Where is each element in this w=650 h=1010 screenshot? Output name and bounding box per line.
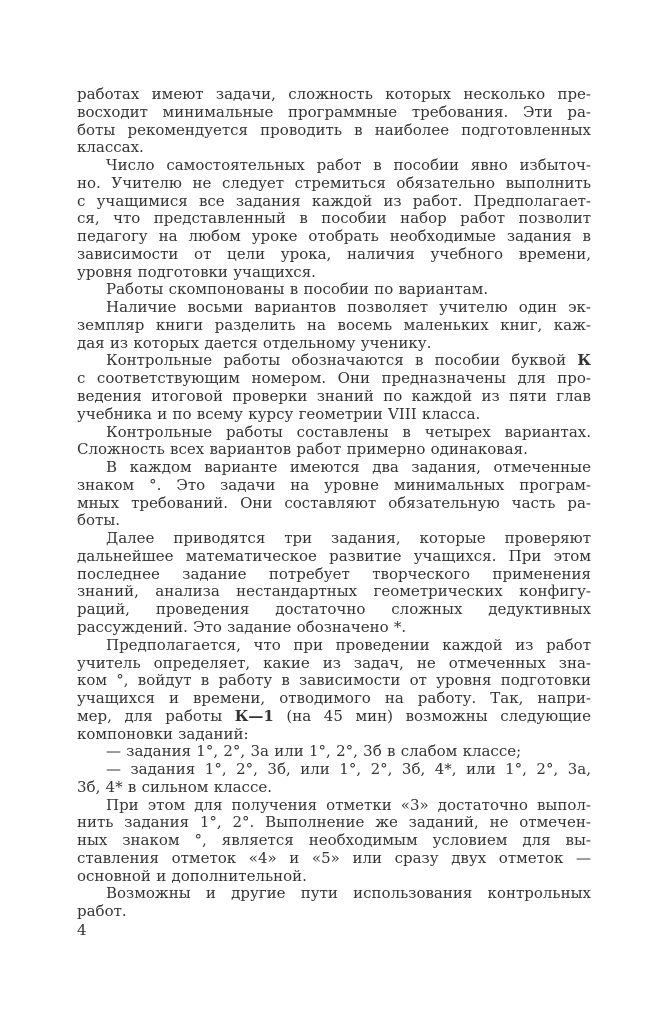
text-line: Далее приводятся три задания, которые проверяют — [106, 530, 591, 548]
text-line: Число самостоятельных работ в пособии явно избыточ- — [106, 157, 591, 175]
text-line: — задания 1°, 2°, 3а или 1°, 2°, 3б в слабом классе; — [106, 743, 522, 761]
text-line: Контрольные работы обозначаются в пособии буквой К — [106, 352, 591, 370]
text-line: знаний, анализа нестандартных геометрических конфигу- — [77, 583, 591, 601]
text-line: Контрольные работы составлены в четырех вариантах. — [106, 423, 591, 441]
text-line: рассуждений. Это задание обозначено *. — [77, 618, 407, 636]
text-line: ком °, войдут в работу в зависимости от уровня подготовки — [77, 672, 591, 690]
text-line: педагогу на любом уроке отобрать необходимые задания в — [77, 228, 591, 246]
text-line: знаком °. Это задачи на уровне минимальных програм- — [77, 476, 591, 494]
text-line: мных требований. Они составляют обязательную часть ра- — [77, 494, 591, 512]
text-line: восходит минимальные программные требования. Эти ра- — [77, 103, 591, 121]
text-line: Предполагается, что при проведении каждой из работ — [106, 636, 591, 654]
text-line: раций, проведения достаточно сложных дедуктивных — [77, 601, 591, 619]
text-line: В каждом варианте имеются два задания, отмеченные — [106, 459, 591, 477]
text-line: учебника и по всему курсу геометрии VIII класса. — [77, 405, 481, 423]
text-line: учитель определяет, какие из задач, не отмеченных зна- — [77, 654, 591, 672]
text-line: основной и дополнительной. — [77, 867, 307, 885]
text-line: боты. — [77, 512, 121, 530]
text-line: дая из которых дается отдельному ученику. — [77, 334, 432, 352]
text-line: ся, что представленный в пособии набор работ позволит — [77, 210, 591, 228]
page-number: 4 — [77, 921, 87, 939]
text-line: При этом для получения отметки «3» достаточно выпол- — [106, 796, 591, 814]
text-line: последнее задание потребует творческого применения — [77, 565, 591, 583]
text-line: дальнейшее математическое развитие учащихся. При этом — [77, 547, 591, 565]
text-line: уровня подготовки учащихся. — [77, 263, 316, 281]
text-line: с учащимися все задания каждой из работ. Предполагает- — [77, 192, 591, 210]
text-line: с соответствующим номером. Они предназначены для про- — [77, 370, 591, 388]
text-line: нить задания 1°, 2°. Выполнение же заданий, не отмечен- — [77, 814, 591, 832]
text-line: земпляр книги разделить на восемь маленьких книг, каж- — [77, 316, 591, 334]
text-line: ведения итоговой проверки знаний по каждой из пяти глав — [77, 388, 591, 406]
text-line: компоновки заданий: — [77, 725, 249, 743]
text-line: — задания 1°, 2°, 3б, или 1°, 2°, 3б, 4*, или 1°, 2°, 3а, — [106, 761, 591, 779]
text-line: Работы скомпонованы в пособии по вариантам. — [106, 281, 489, 299]
text-line: Наличие восьми вариантов позволяет учителю один эк- — [106, 299, 591, 317]
text-line: боты рекомендуется проводить в наиболее подготовленных — [77, 121, 591, 139]
text-line: Сложность всех вариантов работ примерно одинаковая. — [77, 441, 528, 459]
text-block — [77, 86, 591, 921]
text-line: мер, для работы К—1 (на 45 мин) возможны следующие — [77, 707, 591, 725]
text-line: ных знаком °, является необходимым условием для вы- — [77, 832, 591, 850]
text-line: но. Учителю не следует стремиться обязательно выполнить — [77, 174, 591, 192]
text-line: Возможны и другие пути использования контрольных — [106, 885, 591, 903]
text-line: ставления отметок «4» и «5» или сразу двух отметок — — [77, 849, 591, 867]
text-line: 3б, 4* в сильном классе. — [77, 778, 272, 796]
text-line: работ. — [77, 903, 127, 921]
text-line: работах имеют задачи, сложность которых несколько пре- — [77, 86, 591, 103]
text-line: зависимости от цели урока, наличия учебного времени, — [77, 245, 591, 263]
text-line: учащихся и времени, отводимого на работу. Так, напри- — [77, 690, 591, 708]
text-line: классах. — [77, 139, 144, 157]
